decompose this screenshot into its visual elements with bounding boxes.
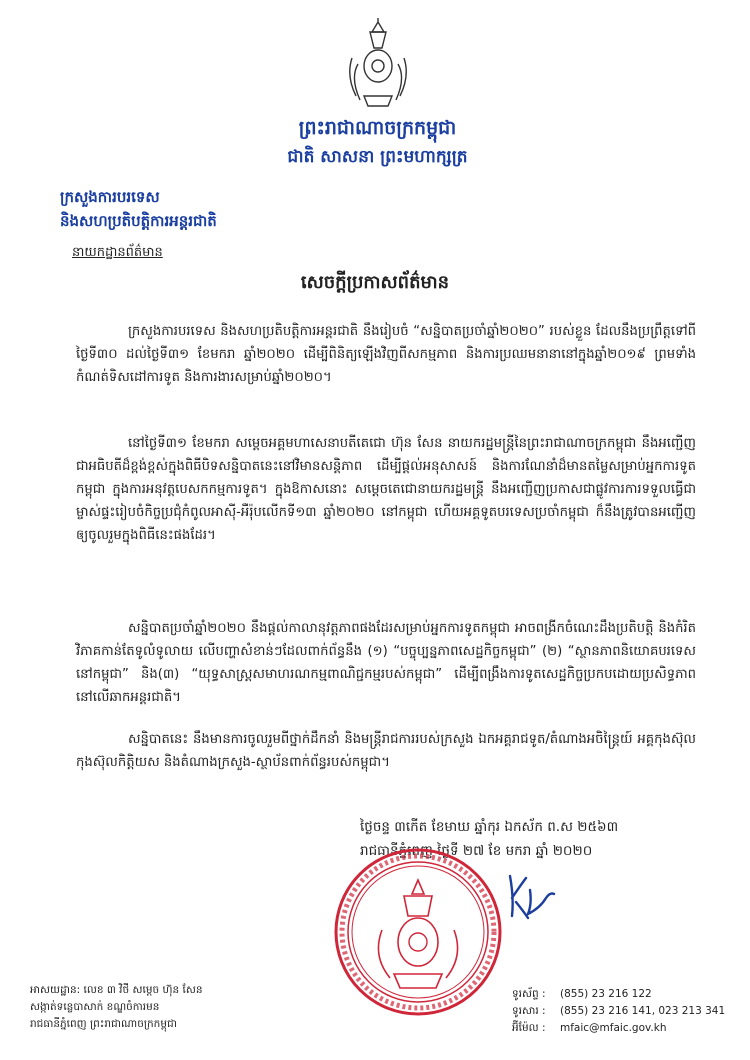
footer-contacts	[512, 986, 744, 1037]
royal-crest-icon	[342, 18, 414, 110]
contact-value: (855) 23 216 141, 023 213 341	[560, 1005, 726, 1017]
address-line: រាជធានីភ្នំពេញ ព្រះរាជាណាចក្រកម្ពុជា	[30, 1018, 177, 1030]
ministry-name-line1: ក្រសួងការបរទេស	[60, 188, 160, 206]
contact-label: ទូរសារ :	[512, 1005, 546, 1017]
address-line: សង្កាត់ទន្លេបាសាក់ ខណ្ឌចំការមន	[30, 1001, 160, 1013]
contact-phone	[512, 986, 744, 1003]
contact-value[interactable]: mfaic@mfaic.gov.kh	[560, 1022, 667, 1034]
signature-icon	[500, 868, 560, 924]
contact-label: អ៊ីម៉ែល :	[512, 1022, 546, 1034]
ministry-name-line2: និងសហប្រតិបត្តិការអន្តរជាតិ	[60, 212, 217, 230]
contact-email	[512, 1020, 744, 1037]
paragraph-4: សន្និបាតនេះ នឹងមានការចូលរួមពីថ្នាក់ដឹកនាំ និងមន្ត្រីរាជការរបស់ក្រសួង ឯកអគ្គរាជទូត/តំណាងអចិន្ត្រៃយ៍ អគ្គកុងស៊ុល កុងស៊ុលកិត្តិយស និងតំណាងក្រសួង-ស្ថាប័នពាក់ព័ន្ធរបស់កម្ពុជា។	[76, 732, 696, 770]
document-title: សេចក្តីប្រកាសព័ត៌មាន	[300, 272, 450, 293]
contact-value: (855) 23 216 122	[560, 988, 652, 1000]
address-line: អាសយដ្ឋាន: លេខ ៣ វិថី សម្តេច ហ៊ុន សែន	[30, 984, 203, 996]
date-lunar: ថ្ងៃចន្ទ ៣កើត ខែមាឃ ឆ្នាំកុរ ឯកស័ក ព.ស ២៥៦៣	[360, 819, 619, 835]
date-solar: រាជធានីភ្នំពេញ ថ្ងៃទី ២៧ ខែ មករា ឆ្នាំ ២០២០	[360, 843, 593, 859]
kingdom-title: ព្រះរាជាណាចក្រកម្ពុជា	[298, 117, 457, 139]
national-motto: ជាតិ សាសនា ព្រះមហាក្សត្រ	[287, 147, 468, 167]
contact-fax	[512, 1003, 744, 1020]
paragraph-1: ក្រសួងការបរទេស និងសហប្រតិបត្តិការអន្តរជាតិ នឹងរៀបចំ “សន្និបាតប្រចាំឆ្នាំ២០២០” របស់ខ្លួន ដែលនឹងប្រព្រឹត្តទៅពីថ្ងៃទី៣០ ដល់ថ្ងៃទី៣១ ខែមករា ឆ្នាំ២០២០ ដើម្បីពិនិត្យឡើងវិញពីសកម្មភាព និងការប្រឈមនានានៅក្នុងឆ្នាំ២០១៩ ព្រមទាំងកំណត់ទិសដៅការទូត និងការងារសម្រាប់ឆ្នាំ២០២០។	[76, 324, 696, 385]
paragraph-3: សន្និបាតប្រចាំឆ្នាំ២០២០ នឹងផ្តល់កាលានុវត្តភាពផងដែរសម្រាប់អ្នកការទូតកម្ពុជា អាចពង្រីកចំណេះដឹងប្រតិបត្តិ និងកំរិតវិភាគកាន់តែទូលំទូលាយ លើបញ្ហាសំខាន់ៗដែលពាក់ព័ន្ធនឹង (១) “បច្ចុប្បន្នភាពសេដ្ឋកិច្ចកម្ពុជា” (២) “ស្ថានភាពនិយោគបរទេសនៅកម្ពុជា” និង(៣) “យុទ្ធសាស្ត្រសមាហរណកម្មពាណិជ្ជកម្មរបស់កម្ពុជា” ដើម្បីពង្រឹងការទូតសេដ្ឋកិច្ចប្រកបដោយប្រសិទ្ធភាព នៅលើឆាកអន្តរជាតិ។	[76, 621, 696, 705]
contact-label: ទូរស័ព្ទ :	[512, 988, 546, 1000]
footer-address	[30, 982, 360, 1033]
paragraph-2: នៅថ្ងៃទី៣១ ខែមករា សម្តេចអគ្គមហាសេនាបតីតេជោ ហ៊ុន សែន នាយករដ្ឋមន្ត្រីនៃព្រះរាជាណាចក្រកម្ពុជា នឹងអញ្ជើញជាអធិបតីដ៏ខ្ពង់ខ្ពស់ក្នុងពិធីបិទសន្និបាតនេះនៅវិមានសន្តិភាព ដើម្បីផ្តល់អនុសាសន៍ និងការណែនាំដ៏មានតម្លៃសម្រាប់អ្នកការទូតកម្ពុជា ក្នុងការអនុវត្តបេសកកម្មការទូត។ ក្នុងឱកាសនោះ សម្តេចតេជោនាយករដ្ឋមន្ត្រី នឹងអញ្ជើញប្រកាសជាផ្លូវការការទទួលធ្វើជាម្ចាស់ផ្ទះរៀបចំកិច្ចប្រជុំកំពូលអាស៊ី-អឺរ៉ុបលើកទី១៣ ឆ្នាំ២០២០ នៅកម្ពុជា ហើយអគ្គទូតបរទេសប្រចាំកម្ពុជា ក៏នឹងត្រូវបានអញ្ជើញឲ្យចូលរួមក្នុងពិធីនេះផងដែរ។	[76, 436, 696, 543]
department-name: នាយកដ្ឋានព័ត៌មាន	[72, 245, 163, 260]
